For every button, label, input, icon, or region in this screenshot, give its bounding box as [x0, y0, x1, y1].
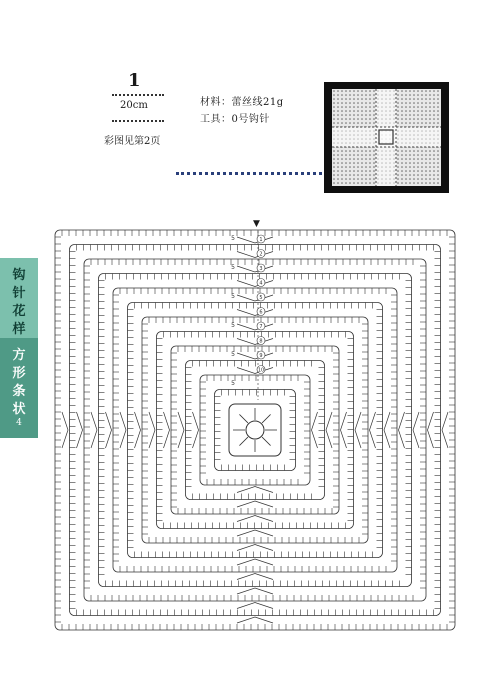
- dotted-rule: [176, 172, 322, 175]
- chain-arch: [178, 412, 184, 448]
- round-outline: [128, 303, 383, 558]
- round-number-label: 5: [259, 295, 263, 302]
- chain-count-label: 5: [231, 322, 235, 329]
- chain-arch: [237, 252, 273, 258]
- chain-arch: [237, 266, 273, 272]
- round-outline: [215, 390, 296, 471]
- chain-arch: [384, 412, 390, 448]
- round-number-label: 4: [259, 280, 263, 287]
- chain-arch: [237, 516, 273, 522]
- chain-arch: [237, 324, 273, 330]
- lace-photo-image: [332, 89, 441, 186]
- round-number-label: 2: [259, 251, 263, 258]
- petal-stitch: [262, 414, 270, 422]
- tab-char-7: 条: [12, 384, 26, 399]
- dot-divider-bottom: [112, 120, 164, 122]
- chain-arch: [341, 412, 347, 448]
- chain-arch: [237, 295, 273, 301]
- chain-arch: [77, 412, 83, 448]
- color-reference: 彩图见第2页: [104, 136, 161, 147]
- center-ring: [246, 421, 264, 439]
- chain-arch: [120, 412, 126, 448]
- pattern-number: 1: [128, 70, 141, 91]
- round-outline: [113, 288, 397, 572]
- chain-count-label: 5: [231, 293, 235, 300]
- chain-arch: [106, 412, 112, 448]
- chain-arch: [413, 412, 419, 448]
- round-number-label: 8: [259, 338, 263, 345]
- round-number-label: 3: [259, 266, 263, 273]
- tab-char-5: 方: [12, 348, 26, 363]
- chain-arch: [237, 530, 273, 536]
- round-outline: [84, 259, 426, 601]
- chain-arch: [326, 412, 332, 448]
- chain-count-label: 5: [231, 235, 235, 242]
- tab-char-1: 钩: [12, 268, 26, 283]
- chain-arch: [237, 574, 273, 580]
- chain-arch: [237, 559, 273, 565]
- chain-arch: [399, 412, 405, 448]
- round-number-label: 10: [257, 367, 265, 374]
- round-outline: [157, 332, 354, 529]
- side-tab: [0, 258, 38, 438]
- tab-page-number: 4: [16, 418, 22, 428]
- chain-arch: [237, 237, 273, 243]
- chain-arch: [91, 412, 97, 448]
- chain-arch: [428, 412, 434, 448]
- chain-arch: [237, 617, 273, 623]
- chain-count-label: 5: [231, 380, 235, 387]
- chain-arch: [237, 368, 273, 374]
- petal-stitch: [262, 437, 270, 445]
- chain-arch: [312, 412, 318, 448]
- material-spec: 材料：蕾丝线21g: [200, 97, 284, 108]
- chain-arch: [237, 545, 273, 551]
- dot-divider-top: [112, 94, 164, 96]
- round-outline: [99, 274, 412, 587]
- tool-spec: 工具：0号钩针: [200, 114, 270, 125]
- chain-arch: [237, 501, 273, 507]
- round-outline: [171, 346, 339, 514]
- tab-char-6: 形: [12, 366, 26, 381]
- round-outline: [70, 245, 441, 616]
- round-number-label: 7: [259, 324, 263, 331]
- chain-arch: [370, 412, 376, 448]
- tab-char-3: 花: [12, 304, 26, 319]
- chain-arch: [135, 412, 141, 448]
- round-outline: [55, 230, 455, 630]
- size-label: 20cm: [120, 100, 148, 111]
- chain-arch: [237, 588, 273, 594]
- round-number-label: 1: [259, 237, 263, 244]
- petal-stitch: [239, 414, 247, 422]
- chain-arch: [442, 412, 448, 448]
- chain-arch: [237, 353, 273, 359]
- chain-arch: [237, 603, 273, 609]
- chain-arch: [237, 281, 273, 287]
- round-number-label: 6: [259, 309, 263, 316]
- chain-count-label: 5: [231, 264, 235, 271]
- chain-arch: [164, 412, 170, 448]
- chain-arch: [237, 310, 273, 316]
- chain-arch: [237, 487, 273, 493]
- chain-arch: [193, 412, 199, 448]
- tab-char-4: 样: [12, 322, 26, 337]
- crochet-chart: [50, 225, 460, 635]
- chain-arch: [355, 412, 361, 448]
- chain-arch: [237, 339, 273, 345]
- chain-count-label: 5: [231, 351, 235, 358]
- petal-stitch: [239, 437, 247, 445]
- finished-piece-photo: [324, 82, 449, 193]
- tab-char-2: 针: [12, 286, 26, 301]
- tab-char-8: 状: [12, 402, 26, 417]
- chain-arch: [149, 412, 155, 448]
- round-number-label: 9: [259, 353, 263, 360]
- round-outline: [200, 375, 310, 485]
- round-outline: [186, 361, 325, 500]
- start-marker: ▼: [253, 219, 260, 229]
- chain-arch: [62, 412, 68, 448]
